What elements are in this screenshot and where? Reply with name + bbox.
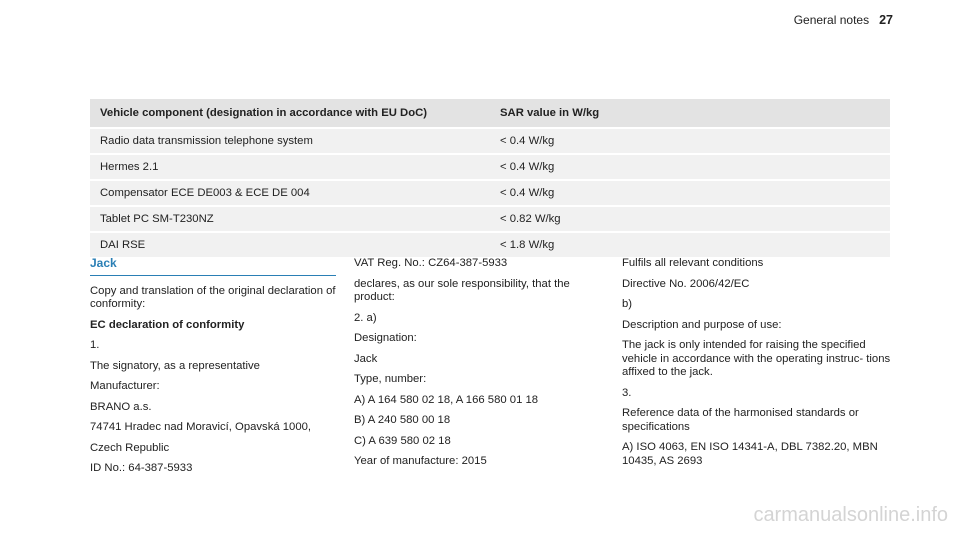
column-header-component: Vehicle component (designation in accordance with EU DoC)	[90, 99, 490, 128]
sar-cell: < 0.4 W/kg	[490, 154, 890, 180]
company-country: Czech Republic	[90, 441, 170, 454]
component-cell: Compensator ECE DE003 & ECE DE 004	[90, 180, 490, 206]
watermark: carmanualsonline.info	[753, 504, 948, 526]
section-heading-jack: Jack	[90, 257, 336, 276]
table-row	[90, 180, 890, 206]
component-cell: Tablet PC SM-T230NZ	[90, 206, 490, 232]
sar-cell: < 0.82 W/kg	[490, 206, 890, 232]
vat-number: VAT Reg. No.: CZ64-387-5933	[354, 257, 508, 269]
type-label: Type, number:	[354, 373, 427, 385]
standards-text: A) ISO 4063, EN ISO 14341-A, DBL 7382.20, MBN 10435, AS 2693	[622, 441, 878, 467]
table-row	[90, 232, 890, 257]
page-header	[794, 13, 893, 27]
item-number: 1.	[90, 339, 100, 351]
company-name: BRANO a.s.	[90, 400, 152, 413]
sar-cell: < 1.8 W/kg	[490, 232, 890, 257]
component-cell: DAI RSE	[90, 232, 490, 257]
sar-table	[90, 99, 890, 257]
sar-cell: < 0.4 W/kg	[490, 128, 890, 154]
column-header-sar: SAR value in W/kg	[490, 99, 890, 128]
column-left	[90, 257, 336, 483]
item-number: 2. a)	[354, 311, 377, 324]
year-of-manufacture: Year of manufacture: 2015	[354, 455, 487, 467]
column-middle	[354, 257, 600, 476]
designation-value: Jack	[354, 352, 378, 365]
purpose-label: Description and purpose of use:	[622, 318, 782, 331]
item-letter: b)	[622, 298, 633, 310]
sar-cell: < 0.4 W/kg	[490, 180, 890, 206]
company-id: ID No.: 64-387-5933	[90, 462, 193, 474]
designation-label: Designation:	[354, 332, 417, 344]
component-cell: Hermes 2.1	[90, 154, 490, 180]
table-row	[90, 154, 890, 180]
type-b: B) A 240 580 00 18	[354, 414, 451, 426]
column-right	[622, 257, 892, 475]
type-a: A) A 164 580 02 18, A 166 580 01 18	[354, 393, 539, 406]
table-header-row	[90, 99, 890, 128]
section-title: General notes	[793, 13, 870, 27]
signatory-text: The signatory, as a representative	[90, 359, 260, 372]
page-number: 27	[879, 13, 893, 27]
reference-text: Reference data of the harmonised standards or specifications	[622, 407, 859, 433]
table-row	[90, 128, 890, 154]
company-address: 74741 Hradec nad Moravicí, Opavská 1000,	[90, 421, 312, 433]
component-cell: Radio data transmission telephone system	[90, 128, 490, 154]
directive-text: Directive No. 2006/42/EC	[622, 277, 750, 290]
intro-text: Copy and translation of the original declaration of conformity:	[90, 284, 336, 310]
manufacturer-label: Manufacturer:	[90, 380, 160, 392]
fulfils-text: Fulfils all relevant conditions	[622, 257, 764, 269]
declares-text: declares, as our sole responsibility, that the product:	[354, 277, 570, 303]
item-number: 3.	[622, 386, 632, 399]
table-row	[90, 206, 890, 232]
type-c: C) A 639 580 02 18	[354, 434, 451, 447]
declaration-title: EC declaration of conformity	[90, 318, 245, 331]
purpose-text: The jack is only intended for raising the specified vehicle in accordance with the operating instruc- tions affixed to the jack.	[622, 339, 891, 378]
